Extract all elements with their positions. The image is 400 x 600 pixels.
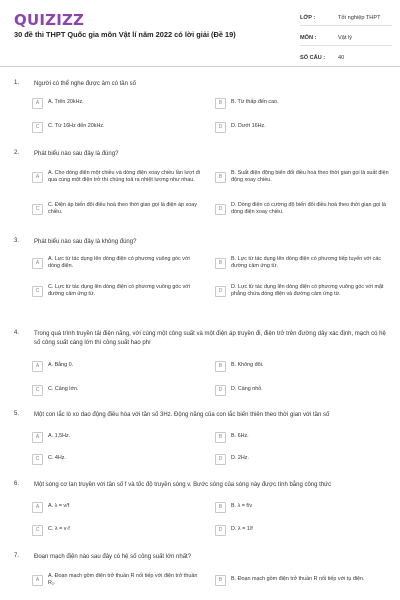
option-letter-box: A xyxy=(32,98,43,109)
option-c[interactable] xyxy=(32,381,202,399)
option-b[interactable] xyxy=(215,498,390,516)
option-text: D. λ = 1/f xyxy=(231,526,253,533)
option-c[interactable] xyxy=(32,200,202,218)
meta-row-class xyxy=(300,10,392,26)
option-text: D. Lực từ tác dụng lên dòng điện có phương vuông góc với mặt phẳng chứa dòng điện và đường cảm ứng từ. xyxy=(231,283,384,297)
option-text: A. Lực từ tác dụng lên dòng điện có phương vuông góc với dòng điện. xyxy=(48,255,190,269)
option-d[interactable] xyxy=(215,450,390,468)
quizizz-logo: QUIZIZZ xyxy=(14,11,85,29)
option-a[interactable] xyxy=(32,94,202,112)
option-text: B. Suất điện động biến đổi điều hoà theo thời gian gọi là suất điện động xoay chiều. xyxy=(231,169,389,183)
question-text: Đoạn mạch điện nào sau đây có hệ số công suất lớn nhất? xyxy=(34,554,192,560)
option-b[interactable] xyxy=(215,254,390,272)
option-letter-box: A xyxy=(32,258,43,269)
question-text: Người có thể nghe được âm có tần số xyxy=(34,81,136,87)
option-text: C. Càng lớn. xyxy=(48,386,79,393)
option-d[interactable] xyxy=(215,118,390,136)
option-text: B. Lực từ tác dụng lên dòng điện có phương tiếp tuyến với các đường cảm ứng từ. xyxy=(231,255,382,269)
option-letter-box: B xyxy=(215,575,226,586)
option-c[interactable] xyxy=(32,282,202,300)
option-letter-box: D xyxy=(215,454,226,465)
worksheet-header xyxy=(0,0,400,67)
option-letter-box: C xyxy=(32,525,43,536)
option-d[interactable] xyxy=(215,521,390,539)
option-text: A. 1,5Hz. xyxy=(48,433,71,440)
option-text: B. λ = f/v xyxy=(231,503,253,510)
option-text: D. 2Hz. xyxy=(231,455,249,462)
option-text: A. Trên 20kHz. xyxy=(48,99,84,106)
question-number: 3. xyxy=(14,238,20,244)
option-d[interactable] xyxy=(215,280,390,302)
meta-key: SỐ CÂU : xyxy=(300,54,326,61)
question-number: 1. xyxy=(14,80,20,86)
option-a[interactable] xyxy=(32,498,202,516)
option-text: C. Điện áp biến đổi điều hoà theo thời gian gọi là điện áp xoay chiều. xyxy=(48,201,197,215)
option-letter-box: A xyxy=(32,502,43,513)
option-letter-box: B xyxy=(215,172,226,183)
option-text: B. Không đổi. xyxy=(231,362,264,369)
option-text: C. Lực từ tác dụng lên dòng điện có phương vuông góc với đường cảm ứng từ. xyxy=(48,283,190,297)
option-d[interactable] xyxy=(215,381,390,399)
option-letter-box: A xyxy=(32,575,43,586)
question-text: Phát biểu nào sau đây là không đúng? xyxy=(34,239,137,245)
option-b[interactable] xyxy=(215,166,390,188)
option-text: D. Càng nhỏ. xyxy=(231,386,263,393)
option-letter-box: C xyxy=(32,385,43,396)
option-text: A. Đoạn mạch gồm điện trở thuần R nối tiếp với điện trở thuần R₂. xyxy=(48,572,198,586)
meta-key: MÔN : xyxy=(300,34,317,41)
option-a[interactable] xyxy=(32,428,202,446)
option-letter-box: A xyxy=(32,172,43,183)
option-letter-box: B xyxy=(215,98,226,109)
option-a[interactable] xyxy=(32,254,202,272)
option-text: B. 6Hz. xyxy=(231,433,249,440)
option-text: B. Từ thấp đến cao. xyxy=(231,99,279,106)
option-b[interactable] xyxy=(215,357,390,375)
option-letter-box: A xyxy=(32,432,43,443)
option-c[interactable] xyxy=(32,521,202,539)
meta-value: Vật lý xyxy=(338,34,352,41)
option-text: B. Đoạn mạch gồm điện trở thuần R nối tiếp với tụ điện. xyxy=(231,576,365,583)
option-letter-box: D xyxy=(215,122,226,133)
option-letter-box: A xyxy=(32,361,43,372)
option-letter-box: C xyxy=(32,122,43,133)
option-letter-box: D xyxy=(215,204,226,215)
option-d[interactable] xyxy=(215,200,390,218)
question-text: Một con lắc lò xo dao động điều hòa với tần số 3Hz. Động năng của con lắc biến thiên theo thời gian với tần số xyxy=(34,412,330,418)
meta-key: LỚP : xyxy=(300,14,316,21)
option-text: A. Bằng 0. xyxy=(48,362,74,369)
option-letter-box: D xyxy=(215,385,226,396)
option-letter-box: B xyxy=(215,502,226,513)
option-text: C. Từ 16Hz đến 20kHz. xyxy=(48,123,105,130)
meta-value: Tốt nghiệp THPT xyxy=(338,14,381,21)
question-number: 2. xyxy=(14,150,20,156)
question-number: 7. xyxy=(14,553,20,559)
meta-row-subject xyxy=(300,30,392,46)
worksheet-meta xyxy=(300,10,392,69)
option-b[interactable] xyxy=(215,569,390,591)
option-b[interactable] xyxy=(215,94,390,112)
option-letter-box: B xyxy=(215,361,226,372)
option-letter-box: C xyxy=(32,286,43,297)
option-a[interactable] xyxy=(32,357,202,375)
option-letter-box: B xyxy=(215,258,226,269)
worksheet-title: 30 đề thi THPT Quốc gia môn Vật lí năm 2022 có lời giải (Đề 19) xyxy=(14,30,236,39)
option-letter-box: B xyxy=(215,432,226,443)
meta-value: 40 xyxy=(338,54,345,61)
option-text: D. Dòng điện có cường độ biến đổi điều hoà theo thời gian gọi là dòng điện xoay chiều. xyxy=(231,201,386,215)
option-letter-box: C xyxy=(32,454,43,465)
option-text: D. Dưới 16Hz. xyxy=(231,123,266,130)
option-text: C. λ = v·f xyxy=(48,526,70,533)
option-text: A. Cho dòng điện một chiều và dòng điện xoay chiều lần lượt đi qua cùng một điện trở thì chúng toả ra nhiệt lượng như nhau. xyxy=(48,169,200,183)
question-text: Một sóng cơ lan truyền với tần số f và tốc độ truyền sóng v. Bước sóng của sóng này được tính bằng công thức xyxy=(34,482,332,488)
question-number: 5. xyxy=(14,411,20,417)
option-c[interactable] xyxy=(32,118,202,136)
question-text: Trong quá trình truyền tải điện năng, với cùng một công suất và một điện áp truyền đi, điện trở trên đường dây xác định, mạch có hệ số công suất càng lớn thì công suất hao phí xyxy=(34,331,386,346)
option-text: C. 4Hz. xyxy=(48,455,66,462)
option-letter-box: C xyxy=(32,204,43,215)
option-b[interactable] xyxy=(215,428,390,446)
question-number: 6. xyxy=(14,481,20,487)
option-letter-box: D xyxy=(215,525,226,536)
option-c[interactable] xyxy=(32,450,202,468)
option-a[interactable] xyxy=(32,569,202,591)
option-a[interactable] xyxy=(32,166,202,188)
question-text: Phát biểu nào sau đây là đúng? xyxy=(34,151,119,157)
question-number: 4. xyxy=(14,330,20,336)
option-letter-box: D xyxy=(215,286,226,297)
option-text: A. λ = v/f xyxy=(48,503,70,510)
meta-row-question-count xyxy=(300,50,392,65)
